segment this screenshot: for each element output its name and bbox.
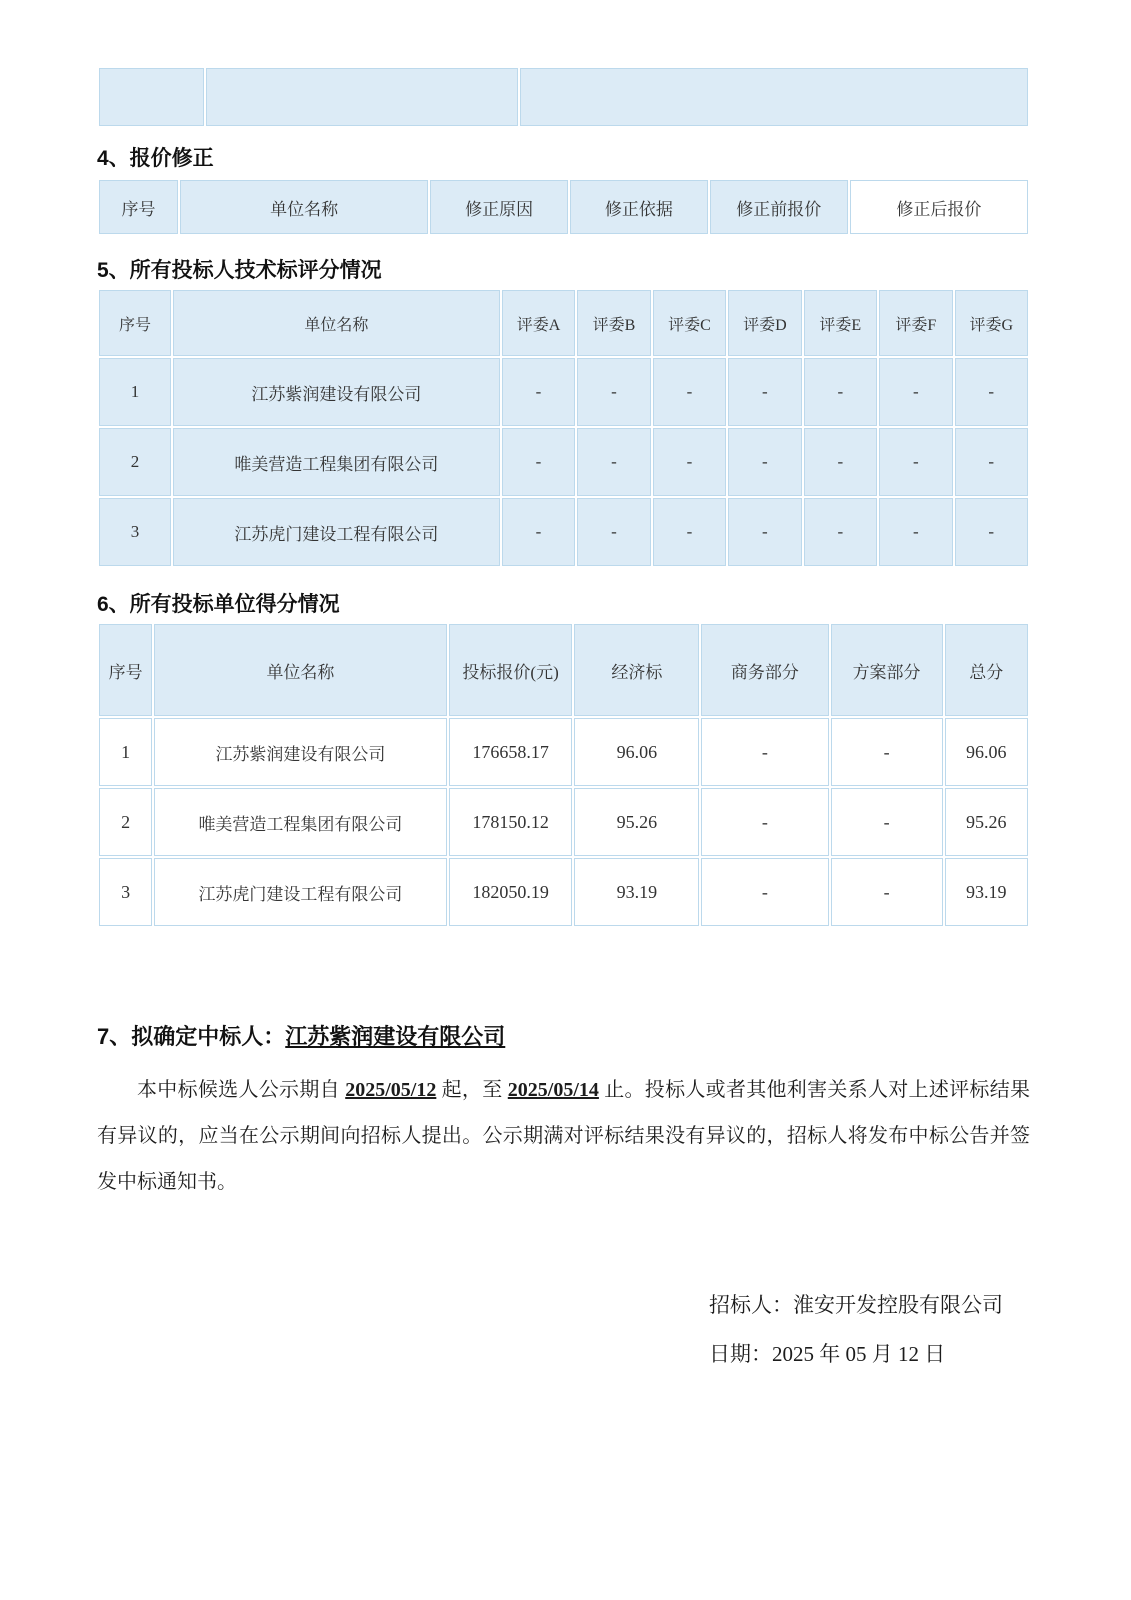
header-cell-judge-d: 评委D (728, 290, 801, 356)
business-score-cell: - (701, 858, 828, 926)
economic-score-cell: 96.06 (574, 718, 699, 786)
section7-prefix: 7、拟确定中标人： (97, 1024, 286, 1049)
table-row (99, 858, 1028, 926)
tenderer-line: 招标人：淮安开发控股有限公司 (709, 1293, 1003, 1317)
price-correction-table (97, 178, 1030, 236)
plan-score-cell: - (831, 718, 943, 786)
carryover-row (99, 68, 1028, 126)
score-cell: - (804, 498, 877, 566)
header-cell-judge-b: 评委B (577, 290, 650, 356)
carryover-cell (206, 68, 518, 126)
notice-text: 起，至 (436, 1079, 508, 1101)
score-cell: - (653, 498, 726, 566)
header-cell-business: 商务部分 (701, 624, 828, 716)
header-cell-before: 修正前报价 (710, 180, 848, 234)
notice-text: 本中标候选人公示期自 (137, 1079, 346, 1101)
total-score-cell: 93.19 (945, 858, 1029, 926)
company-cell: 江苏紫润建设有限公司 (173, 358, 500, 426)
price-correction-header-row (99, 180, 1028, 234)
score-cell: - (804, 428, 877, 496)
score-cell: - (728, 358, 801, 426)
header-cell-judge-a: 评委A (502, 290, 575, 356)
score-cell: - (502, 358, 575, 426)
score-cell: - (879, 498, 952, 566)
score-cell: - (577, 358, 650, 426)
section7-title (97, 1023, 1030, 1051)
plan-score-cell: - (831, 858, 943, 926)
tech-score-header-row (99, 290, 1028, 356)
table-row (99, 718, 1028, 786)
score-cell: - (879, 428, 952, 496)
total-score-cell: 95.26 (945, 788, 1029, 856)
score-cell: - (728, 498, 801, 566)
bid-price-cell: 182050.19 (449, 858, 573, 926)
business-score-cell: - (701, 718, 828, 786)
header-cell-seq: 序号 (99, 290, 171, 356)
carryover-cell (99, 68, 204, 126)
score-cell: - (728, 428, 801, 496)
header-cell-judge-c: 评委C (653, 290, 726, 356)
header-cell-bid-price: 投标报价(元) (449, 624, 573, 716)
score-cell: - (804, 358, 877, 426)
header-cell-plan: 方案部分 (831, 624, 943, 716)
document-content (97, 0, 1030, 1379)
score-cell: - (879, 358, 952, 426)
serial-cell: 1 (99, 358, 171, 426)
publicity-end-date: 2025/05/14 (507, 1079, 599, 1101)
bid-price-cell: 178150.12 (449, 788, 573, 856)
table-row (99, 428, 1028, 496)
header-cell-judge-e: 评委E (804, 290, 877, 356)
header-cell-reason: 修正原因 (430, 180, 568, 234)
company-cell: 江苏虎门建设工程有限公司 (173, 498, 500, 566)
notice-text: 止。投标人或者其他利害关系人对上述评标结果有异议的，应当在公示期间向招标人提出。公示期满对评标结果没有异议的，招标人将发布中标公告并签发中标通知书。 (97, 1079, 1031, 1193)
table-row (99, 498, 1028, 566)
signature-block (709, 1281, 1030, 1379)
section4-title: 4、报价修正 (97, 147, 214, 170)
plan-score-cell: - (831, 788, 943, 856)
header-cell-seq: 序号 (99, 180, 178, 234)
header-cell-economic: 经济标 (574, 624, 699, 716)
serial-cell: 3 (99, 858, 152, 926)
score-cell: - (955, 498, 1029, 566)
bid-price-cell: 176658.17 (449, 718, 573, 786)
tech-score-table (97, 288, 1030, 568)
header-cell-judge-g: 评委G (955, 290, 1029, 356)
score-cell: - (577, 498, 650, 566)
publicity-start-date: 2025/05/12 (345, 1079, 437, 1101)
header-cell-company: 单位名称 (180, 180, 428, 234)
section5-title: 5、所有投标人技术标评分情况 (97, 259, 382, 282)
header-cell-total: 总分 (945, 624, 1029, 716)
header-cell-after: 修正后报价 (850, 180, 1028, 234)
company-cell: 江苏紫润建设有限公司 (154, 718, 447, 786)
serial-cell: 3 (99, 498, 171, 566)
company-cell: 唯美营造工程集团有限公司 (173, 428, 500, 496)
company-cell: 唯美营造工程集团有限公司 (154, 788, 447, 856)
header-cell-company: 单位名称 (154, 624, 447, 716)
notice-paragraph (97, 1067, 1030, 1205)
economic-score-cell: 95.26 (574, 788, 699, 856)
serial-cell: 1 (99, 718, 152, 786)
total-score-table (97, 622, 1030, 928)
header-cell-basis: 修正依据 (570, 180, 708, 234)
total-score-header-row (99, 624, 1028, 716)
table-row (99, 358, 1028, 426)
economic-score-cell: 93.19 (574, 858, 699, 926)
header-cell-judge-f: 评委F (879, 290, 952, 356)
section6-title: 6、所有投标单位得分情况 (97, 593, 340, 616)
score-cell: - (653, 428, 726, 496)
company-cell: 江苏虎门建设工程有限公司 (154, 858, 447, 926)
winner-name: 江苏紫润建设有限公司 (285, 1024, 506, 1049)
score-cell: - (653, 358, 726, 426)
serial-cell: 2 (99, 788, 152, 856)
header-cell-seq: 序号 (99, 624, 152, 716)
total-score-cell: 96.06 (945, 718, 1029, 786)
score-cell: - (577, 428, 650, 496)
business-score-cell: - (701, 788, 828, 856)
score-cell: - (955, 358, 1029, 426)
date-line: 日期：2025 年 05 月 12 日 (709, 1342, 946, 1366)
score-cell: - (502, 428, 575, 496)
table-row (99, 788, 1028, 856)
serial-cell: 2 (99, 428, 171, 496)
header-cell-company: 单位名称 (173, 290, 500, 356)
score-cell: - (502, 498, 575, 566)
carryover-cell (520, 68, 1028, 126)
carryover-table (97, 66, 1030, 128)
score-cell: - (955, 428, 1029, 496)
